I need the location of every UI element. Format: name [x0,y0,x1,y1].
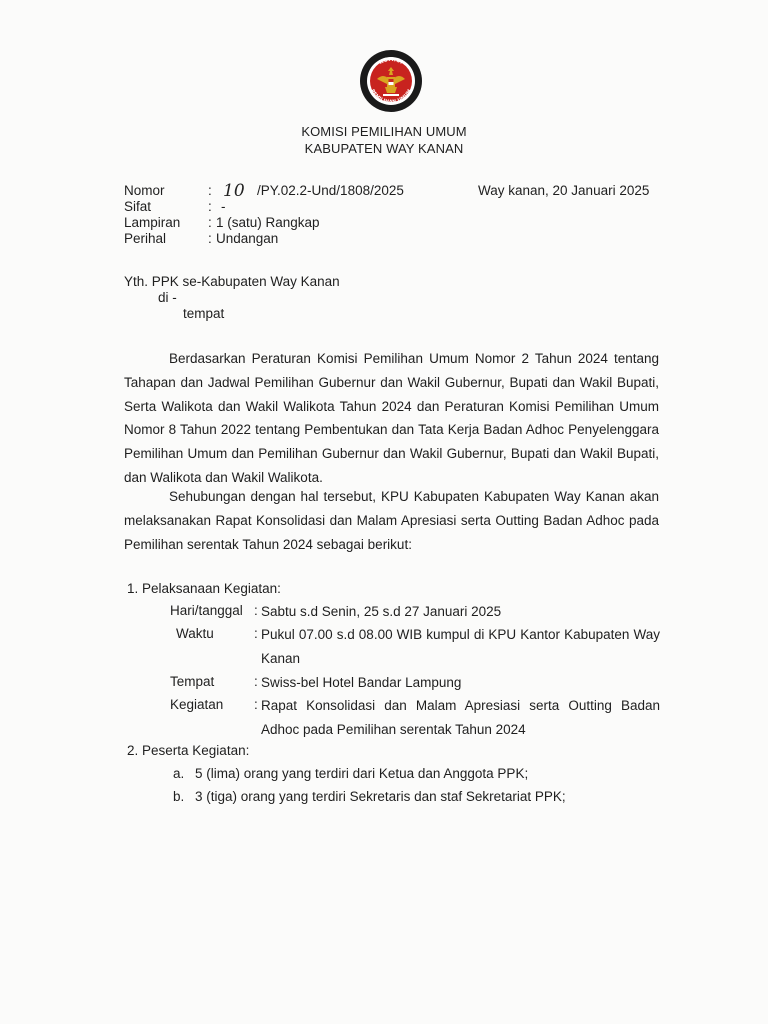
lampiran-label: Lampiran [124,215,181,230]
participant-item-b: 3 (tiga) orang yang terdiri Sekretaris dan staf Sekretariat PPK; [195,789,566,804]
section-2-title: 2. Peserta Kegiatan: [127,743,250,758]
detail-colon: : [254,674,258,689]
sifat-value: - [221,199,226,214]
body-paragraph-1 [124,347,659,490]
participant-item-a: 5 (lima) orang yang terdiri dari Ketua dan Anggota PPK; [195,766,529,781]
perihal-label: Perihal [124,231,167,246]
nomor-handwritten: 10 [223,181,245,201]
lampiran-colon: : [208,215,212,230]
body-paragraph-2 [124,485,659,556]
kpu-emblem-graphic [359,49,423,113]
sifat-colon: : [208,199,212,214]
lampiran-value: 1 (satu) Rangkap [216,215,320,230]
recipient-tempat: tempat [183,306,225,321]
detail-value-kegiatan: Rapat Konsolidasi dan Malam Apresiasi serta Outting Badan Adhoc pada Pemilihan serentak Tahun 2024 [261,698,660,737]
body-paragraph-1-text: Berdasarkan Peraturan Komisi Pemilihan Umum Nomor 2 Tahun 2024 tentang Tahapan dan Jadwal Pemilihan Gubernur dan Wakil Gubernur, Bupati dan Wakil Bupati, Serta Walikota dan Wakil Walikota Tahun 2024 dan Peraturan Komisi Pemilihan Umum Nomor 8 Tahun 2022 tentang Pembentukan dan Tata Kerja Badan Adhoc Penyelenggara Pemilihan Umum dan Pemilihan Gubernur dan Wakil Gubernur, Bupati dan Wakil Bupati, dan Walikota dan Wakil Walikota. [124,351,659,485]
perihal-value: Undangan [216,231,279,246]
detail-colon: : [254,603,258,618]
letterhead-subtitle: KABUPATEN WAY KANAN [304,141,464,156]
kpu-emblem-icon [359,49,423,113]
section-1-title: 1. Pelaksanaan Kegiatan: [127,581,281,596]
recipient-line: Yth. PPK se-Kabupaten Way Kanan [124,274,340,289]
nomor-value: /PY.02.2-Und/1808/2025 [257,183,404,198]
participant-label-a: a. [173,766,185,781]
detail-label-kegiatan: Kegiatan [170,697,224,712]
detail-value-hari: Sabtu s.d Senin, 25 s.d 27 Januari 2025 [261,604,502,619]
letter-date: Way kanan, 20 Januari 2025 [478,183,650,198]
participant-label-b: b. [173,789,185,804]
svg-text:KOMISI: KOMISI [378,56,404,66]
perihal-colon: : [208,231,212,246]
svg-text:PEMILIHAN UMUM: PEMILIHAN UMUM [369,88,413,106]
detail-colon: : [254,697,258,712]
detail-label-waktu: Waktu [176,626,214,641]
detail-label-tempat: Tempat [170,674,215,689]
nomor-colon: : [208,183,212,198]
detail-colon: : [254,626,258,641]
detail-value-tempat: Swiss-bel Hotel Bandar Lampung [261,675,462,690]
letterhead-title: KOMISI PEMILIHAN UMUM [301,124,467,139]
detail-label-hari: Hari/tanggal [170,603,243,618]
sifat-label: Sifat [124,199,152,214]
body-paragraph-2-text: Sehubungan dengan hal tersebut, KPU Kabupaten Kabupaten Way Kanan akan melaksanakan Rapat Konsolidasi dan Malam Apresiasi serta Outting Badan Adhoc pada Pemilihan serentak Tahun 2024 sebagai berikut: [124,489,659,552]
nomor-label: Nomor [124,183,165,198]
detail-value-waktu: Pukul 07.00 s.d 08.00 WIB kumpul di KPU Kantor Kabupaten Way Kanan [261,627,660,666]
recipient-di: di - [158,290,177,305]
